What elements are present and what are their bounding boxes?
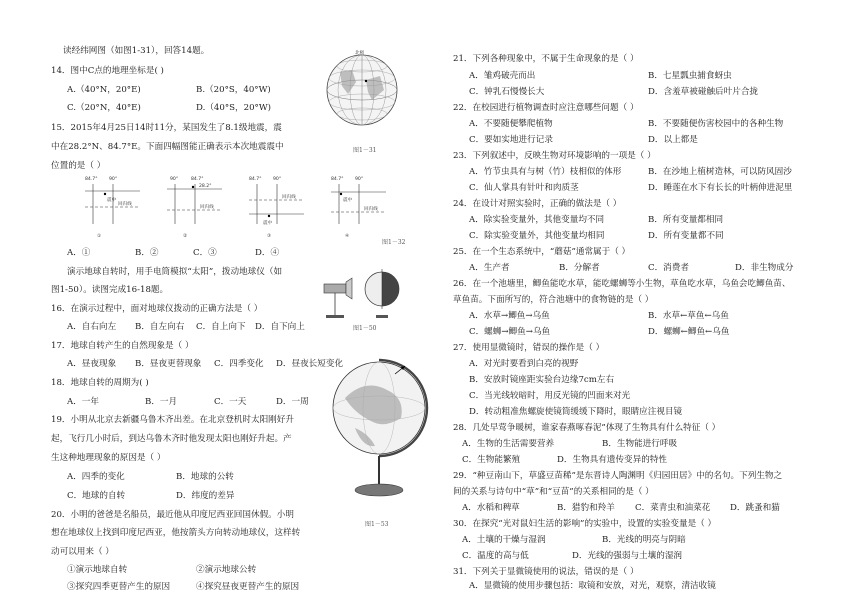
q25-opt-d: D．非生物成分: [735, 263, 794, 273]
q24-opt-b: B．所有变量都相同: [648, 215, 724, 225]
intro-q16-18-line2: 图1-50）。读图完成16-18题。: [51, 285, 169, 295]
q23-opt-a: A．竹节虫具有与树（竹）枝相似的体形: [469, 167, 622, 177]
svg-text:回归线: 回归线: [200, 205, 214, 210]
q21-opt-c: C．钟乳石慢慢长大: [469, 87, 545, 97]
q23-stem: 23．下列叙述中，反映生物对环境影响的一项是（ ）: [453, 151, 656, 161]
q29-opt-a: A．水稻和稗草: [462, 503, 520, 513]
svg-text:震中: 震中: [107, 198, 117, 203]
q22-opt-b: B．不要随便伤害校园中的各种生物: [648, 119, 784, 129]
q30-opt-c: C．温度的高与低: [462, 551, 529, 561]
q20-item-4: ④探究昼夜更替产生的原因: [196, 582, 300, 592]
q15-line1: 15．2015年4月25日14时11分，某国发生了8.1级地震，震: [51, 123, 282, 133]
q19-opt-b: B．地球的公转: [176, 472, 234, 482]
q19-opt-a: A．四季的变化: [67, 472, 125, 482]
q16-opt-d: D．自下向上: [255, 322, 305, 332]
q23-opt-c: C．仙人掌具有针叶和肉质茎: [469, 183, 579, 193]
map-3: [249, 176, 304, 239]
svg-text:④: ④: [345, 234, 350, 239]
svg-text:回归线: 回归线: [282, 195, 296, 200]
q19-line2: 起，飞行几小时后，到达乌鲁木齐时他发现太阳也刚好升起。产: [51, 434, 292, 444]
q22-stem: 22．在校园进行植物调查时应注意哪些问题（ ）: [453, 103, 639, 113]
q26-opt-b: B．水草←草鱼←乌鱼: [648, 311, 729, 321]
q18-opt-d: D．一周: [276, 397, 309, 407]
map-4: [331, 176, 386, 239]
q25-opt-b: B．分解者: [559, 263, 600, 273]
globe-north-label: 北极: [355, 51, 365, 56]
q19-opt-c: C．地球的自转: [67, 491, 126, 501]
svg-text:震中: 震中: [343, 198, 353, 203]
svg-text:84.7°: 84.7°: [191, 177, 204, 182]
q30-opt-d: D．光线的强弱与土壤的湿润: [572, 551, 683, 561]
q15-opt-d: D．④: [255, 248, 280, 258]
q25-stem: 25．在一个生态系统中，“蘑菇”通常属于（ ）: [453, 247, 631, 257]
q17-opt-b: B．昼夜更替现象: [135, 359, 202, 369]
q23-opt-d: D．睡莲在水下有长长的叶柄伸进泥里: [648, 183, 793, 193]
q29-opt-d: D．跳蚤和猫: [730, 503, 780, 513]
svg-text:③: ③: [267, 234, 272, 239]
map-2: [167, 176, 222, 239]
q27-opt-c: C．当光线较暗时，用反光镜的凹面来对光: [469, 391, 631, 401]
q20-line1: 20．小明的爸爸是名船员，最近他从印度尼西亚回国休假。小明: [51, 510, 294, 520]
q24-opt-c: C．除实验变量外，其他变量均相同: [469, 231, 605, 241]
svg-text:90°: 90°: [170, 177, 179, 182]
q29-opt-c: C．菜青虫和油菜花: [635, 503, 711, 513]
q19-opt-d: D．纬度的差异: [176, 491, 235, 501]
epicenter-maps-figure: [85, 174, 405, 249]
q17-opt-a: A．昼夜现象: [67, 359, 117, 369]
q14-stem: 14．图中C点的地理坐标是( ): [51, 66, 164, 76]
q30-opt-b: B．光线的明亮与阴暗: [602, 535, 686, 545]
q20-item-3: ③探究四季更替产生的原因: [67, 582, 171, 592]
figure-1-32-caption: 图1－32: [382, 239, 406, 246]
q26-opt-d: D．螺蛳←鲫鱼←乌鱼: [648, 327, 730, 337]
q15-opt-a: A．①: [67, 248, 91, 258]
q24-stem: 24．在设计对照实验时，正确的做法是（ ）: [453, 199, 622, 209]
q26-line1: 26．在一个池塘里，鲫鱼能吃水草，能吃螺蛳等小生物，草鱼吃水草，乌鱼会吃鲫鱼苗、: [453, 279, 791, 289]
q28-opt-b: B．生物能进行呼吸: [602, 439, 678, 449]
q14-opt-d: D.（40°S，20°W): [196, 103, 272, 113]
q22-opt-c: C．要如实地进行记录: [469, 135, 553, 145]
q20-item-1: ①演示地球自转: [67, 565, 128, 575]
q20-line3: 动可以用来（ ）: [51, 547, 114, 557]
q26-opt-c: C．螺蛳→鲫鱼→乌鱼: [469, 327, 551, 337]
q22-opt-d: D．以上都是: [648, 135, 698, 145]
q27-opt-b: B．安放时镜座距实验台边缘7cm左右: [469, 375, 615, 385]
q28-opt-c: C．生物能繁殖: [462, 455, 521, 465]
svg-text:84.7°: 84.7°: [85, 177, 98, 182]
svg-text:90°: 90°: [109, 177, 118, 182]
q16-stem: 16．在演示过程中，面对地球仪拨动的正确方法是（ ）: [51, 304, 263, 314]
q14-opt-c: C.（20°N，40°E): [67, 103, 141, 113]
intro-q16-18-line1: 演示地球自转时，用手电筒模拟“太阳”，拨动地球仪（如: [67, 267, 283, 277]
figure-1-50-caption: 图1－50: [353, 325, 377, 332]
q19-line3: 生这种地理现象的原因是（ ）: [51, 453, 166, 463]
desktop-globe-figure: [335, 338, 425, 508]
q25-opt-c: C．消费者: [648, 263, 689, 273]
q21-opt-a: A．雏鸡破壳而出: [469, 71, 536, 81]
q27-opt-d: D．转动粗准焦螺旋使镜筒缓缓下降时，眼睛应注视目镜: [469, 407, 683, 417]
svg-text:84.7°: 84.7°: [249, 177, 262, 182]
q18-opt-a: A．一年: [67, 397, 99, 407]
q23-opt-b: B．在沙地上植树造林，可以防风固沙: [648, 167, 792, 177]
svg-text:②: ②: [183, 234, 188, 239]
flashlight-globe-figure: [318, 260, 408, 322]
svg-text:90°: 90°: [273, 177, 282, 182]
svg-text:回归线: 回归线: [364, 207, 378, 212]
q31-stem: 31．下列关于显微镜使用的说法，错误的是（ ）: [453, 567, 639, 577]
svg-text:回归线: 回归线: [118, 202, 132, 207]
q21-stem: 21．下列各种现象中，不属于生命现象的是（ ）: [453, 54, 639, 64]
q27-stem: 27．使用显微镜时，错误的操作是（ ）: [453, 343, 605, 353]
q29-line1: 29．“种豆南山下，草盛豆苗稀”是东晋诗人陶渊明《归园田居》中的名句。下列生物之: [453, 471, 783, 481]
svg-text:①: ①: [97, 234, 102, 239]
q27-opt-a: A．对光时要看到白亮的视野: [469, 359, 579, 369]
q24-opt-d: D．所有变量都不同: [648, 231, 724, 241]
q17-stem: 17．地球自转产生的自然现象是（ ）: [51, 341, 194, 351]
q20-item-2: ②演示地球公转: [196, 565, 257, 575]
q20-line2: 想在地球仪上找到印度尼西亚，他按箭头方向转动地球仪，这样转: [51, 528, 301, 538]
svg-text:90°: 90°: [355, 177, 364, 182]
q21-opt-b: B．七星瓢虫捕食蚜虫: [648, 71, 732, 81]
q17-opt-c: C．四季变化: [214, 359, 264, 369]
q18-stem: 18．地球自转的周期为( ): [51, 378, 149, 388]
q30-stem: 30．在探究“光对鼠妇生活的影响”的实验中，设置的实验变量是（ ）: [453, 519, 717, 529]
q16-opt-a: A．自右向左: [67, 322, 117, 332]
q28-opt-a: A．生物的生活需要营养: [462, 439, 555, 449]
q22-opt-a: A．不要随便攀爬植物: [469, 119, 553, 129]
q31-opt-a: A．显微镜的使用步骤包括：取镜和安放，对光，观察，清洁收镜: [469, 581, 716, 591]
figure-1-53-caption: 图1－53: [365, 521, 389, 528]
svg-text:28.2°: 28.2°: [199, 184, 212, 189]
q29-opt-b: B．猎豹和羚羊: [557, 503, 615, 513]
q15-line3: 位置的是（ ）: [51, 161, 106, 171]
svg-text:震中: 震中: [263, 221, 273, 226]
q16-opt-c: C．自上向下: [196, 322, 246, 332]
q26-line2: 草鱼苗。下面所写的，符合池塘中的食物链的是（ ）: [453, 295, 654, 305]
q19-line1: 19．小明从北京去新疆乌鲁木齐出差。在北京登机时太阳刚好升: [51, 415, 294, 425]
lat-long-globe-figure: [322, 50, 402, 145]
q15-opt-c: C．③: [193, 248, 217, 258]
q30-opt-a: A．土壤的干燥与湿润: [462, 535, 546, 545]
q15-opt-b: B．②: [135, 248, 159, 258]
q18-opt-c: C．一天: [214, 397, 247, 407]
q21-opt-d: D．含羞草被碰触后叶片合拢: [648, 87, 759, 97]
q28-stem: 28．几处早莺争暖树，谁家春燕啄春泥”体现了生物具有什么特征（ ）: [453, 423, 721, 433]
q15-line2: 中在28.2°N、84.7°E。下面四幅图能正确表示本次地震震中: [51, 142, 284, 152]
q14-opt-a: A.（40°N，20°E): [67, 85, 141, 95]
figure-1-31-caption: 图1－31: [353, 147, 377, 154]
intro-q14: 读经纬网图（如图1-31），回答14题。: [63, 46, 210, 56]
q28-opt-d: D．生物具有遗传变异的特性: [557, 455, 668, 465]
q14-opt-b: B.（20°S，40°W): [196, 85, 271, 95]
q29-line2: 间的关系与诗句中“草”和“豆苗”的关系相同的是（ ）: [453, 487, 654, 497]
q18-opt-b: B．一月: [145, 397, 178, 407]
q25-opt-a: A．生产者: [469, 263, 510, 273]
q24-opt-a: A．除实验变量外，其他变量均不同: [469, 215, 605, 225]
q17-opt-d: D．昼夜长短变化: [276, 359, 344, 369]
map-1: [85, 176, 140, 239]
q16-opt-b: B．自左向右: [135, 322, 185, 332]
q26-opt-a: A．水草→鲫鱼→乌鱼: [469, 311, 550, 321]
svg-text:84.7°: 84.7°: [331, 177, 344, 182]
